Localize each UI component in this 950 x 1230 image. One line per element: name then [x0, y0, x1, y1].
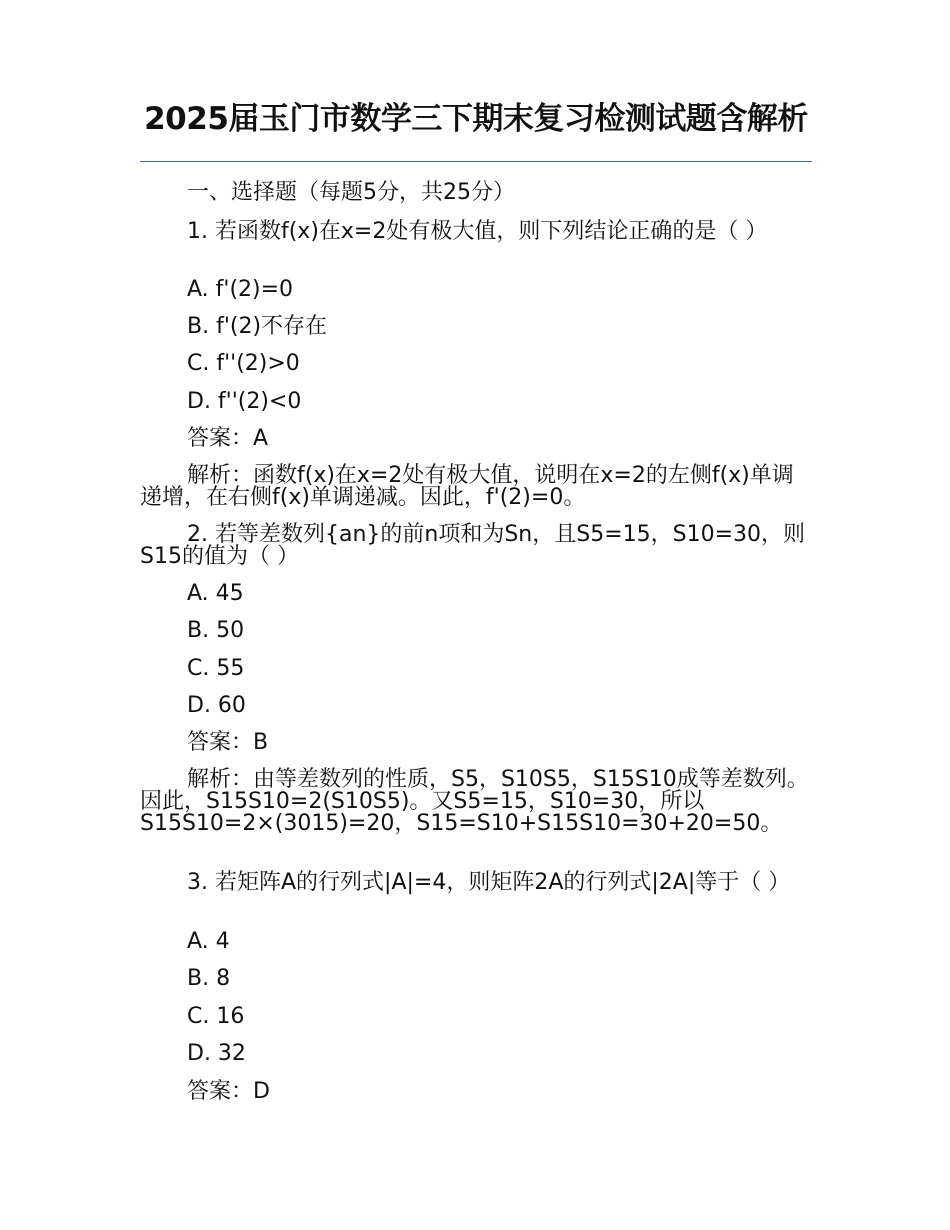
document-title: 2025届玉门市数学三下期末复习检测试题含解析: [144, 101, 808, 137]
question-1-answer: 答案：A: [187, 426, 269, 451]
question-2-option-b: B. 50: [187, 618, 245, 643]
question-1-option-a: A. f'(2)=0: [187, 277, 294, 302]
question-1-option-b: B. f'(2)不存在: [187, 314, 328, 339]
question-3-answer: 答案：D: [187, 1079, 270, 1104]
question-3-option-c: C. 16: [187, 1004, 245, 1029]
title-divider: [140, 161, 812, 162]
question-3-stem: 3. 若矩阵A的行列式|A|=4，则矩阵2A的行列式|2A|等于（ ）: [187, 870, 791, 895]
question-1-analysis: 解析：函数f(x)在x=2处有极大值，说明在x=2的左侧f(x)单调递增，在右侧f(x)单调递减。因此，f'(2)=0。: [140, 463, 794, 510]
question-1-stem: 1. 若函数f(x)在x=2处有极大值，则下列结论正确的是（ ）: [187, 219, 768, 244]
question-2-stem: 2. 若等差数列{an}的前n项和为Sn，且S5=15，S10=30，则S15的值为（ ）: [140, 522, 806, 569]
question-3-option-d: D. 32: [187, 1041, 246, 1066]
question-3-option-b: B. 8: [187, 966, 231, 991]
question-1-option-d: D. f''(2)<0: [187, 389, 302, 414]
question-2-answer: 答案：B: [187, 730, 269, 755]
section-heading: 一、选择题（每题5分，共25分）: [187, 180, 515, 205]
question-2-analysis: 解析：由等差数列的性质，S5，S10S5，S15S10成等差数列。因此，S15S10=2(S10S5)。又S5=15，S10=30，所以S15S10=2×(3015)=20，S15=S10+S15S10=30+20=50。: [140, 767, 809, 836]
question-2-option-d: D. 60: [187, 693, 246, 718]
question-2-option-c: C. 55: [187, 656, 245, 681]
question-1-option-c: C. f''(2)>0: [187, 351, 300, 376]
question-3-option-a: A. 4: [187, 929, 230, 954]
question-2-option-a: A. 45: [187, 581, 244, 606]
document-page: [140, 0, 812, 1230]
